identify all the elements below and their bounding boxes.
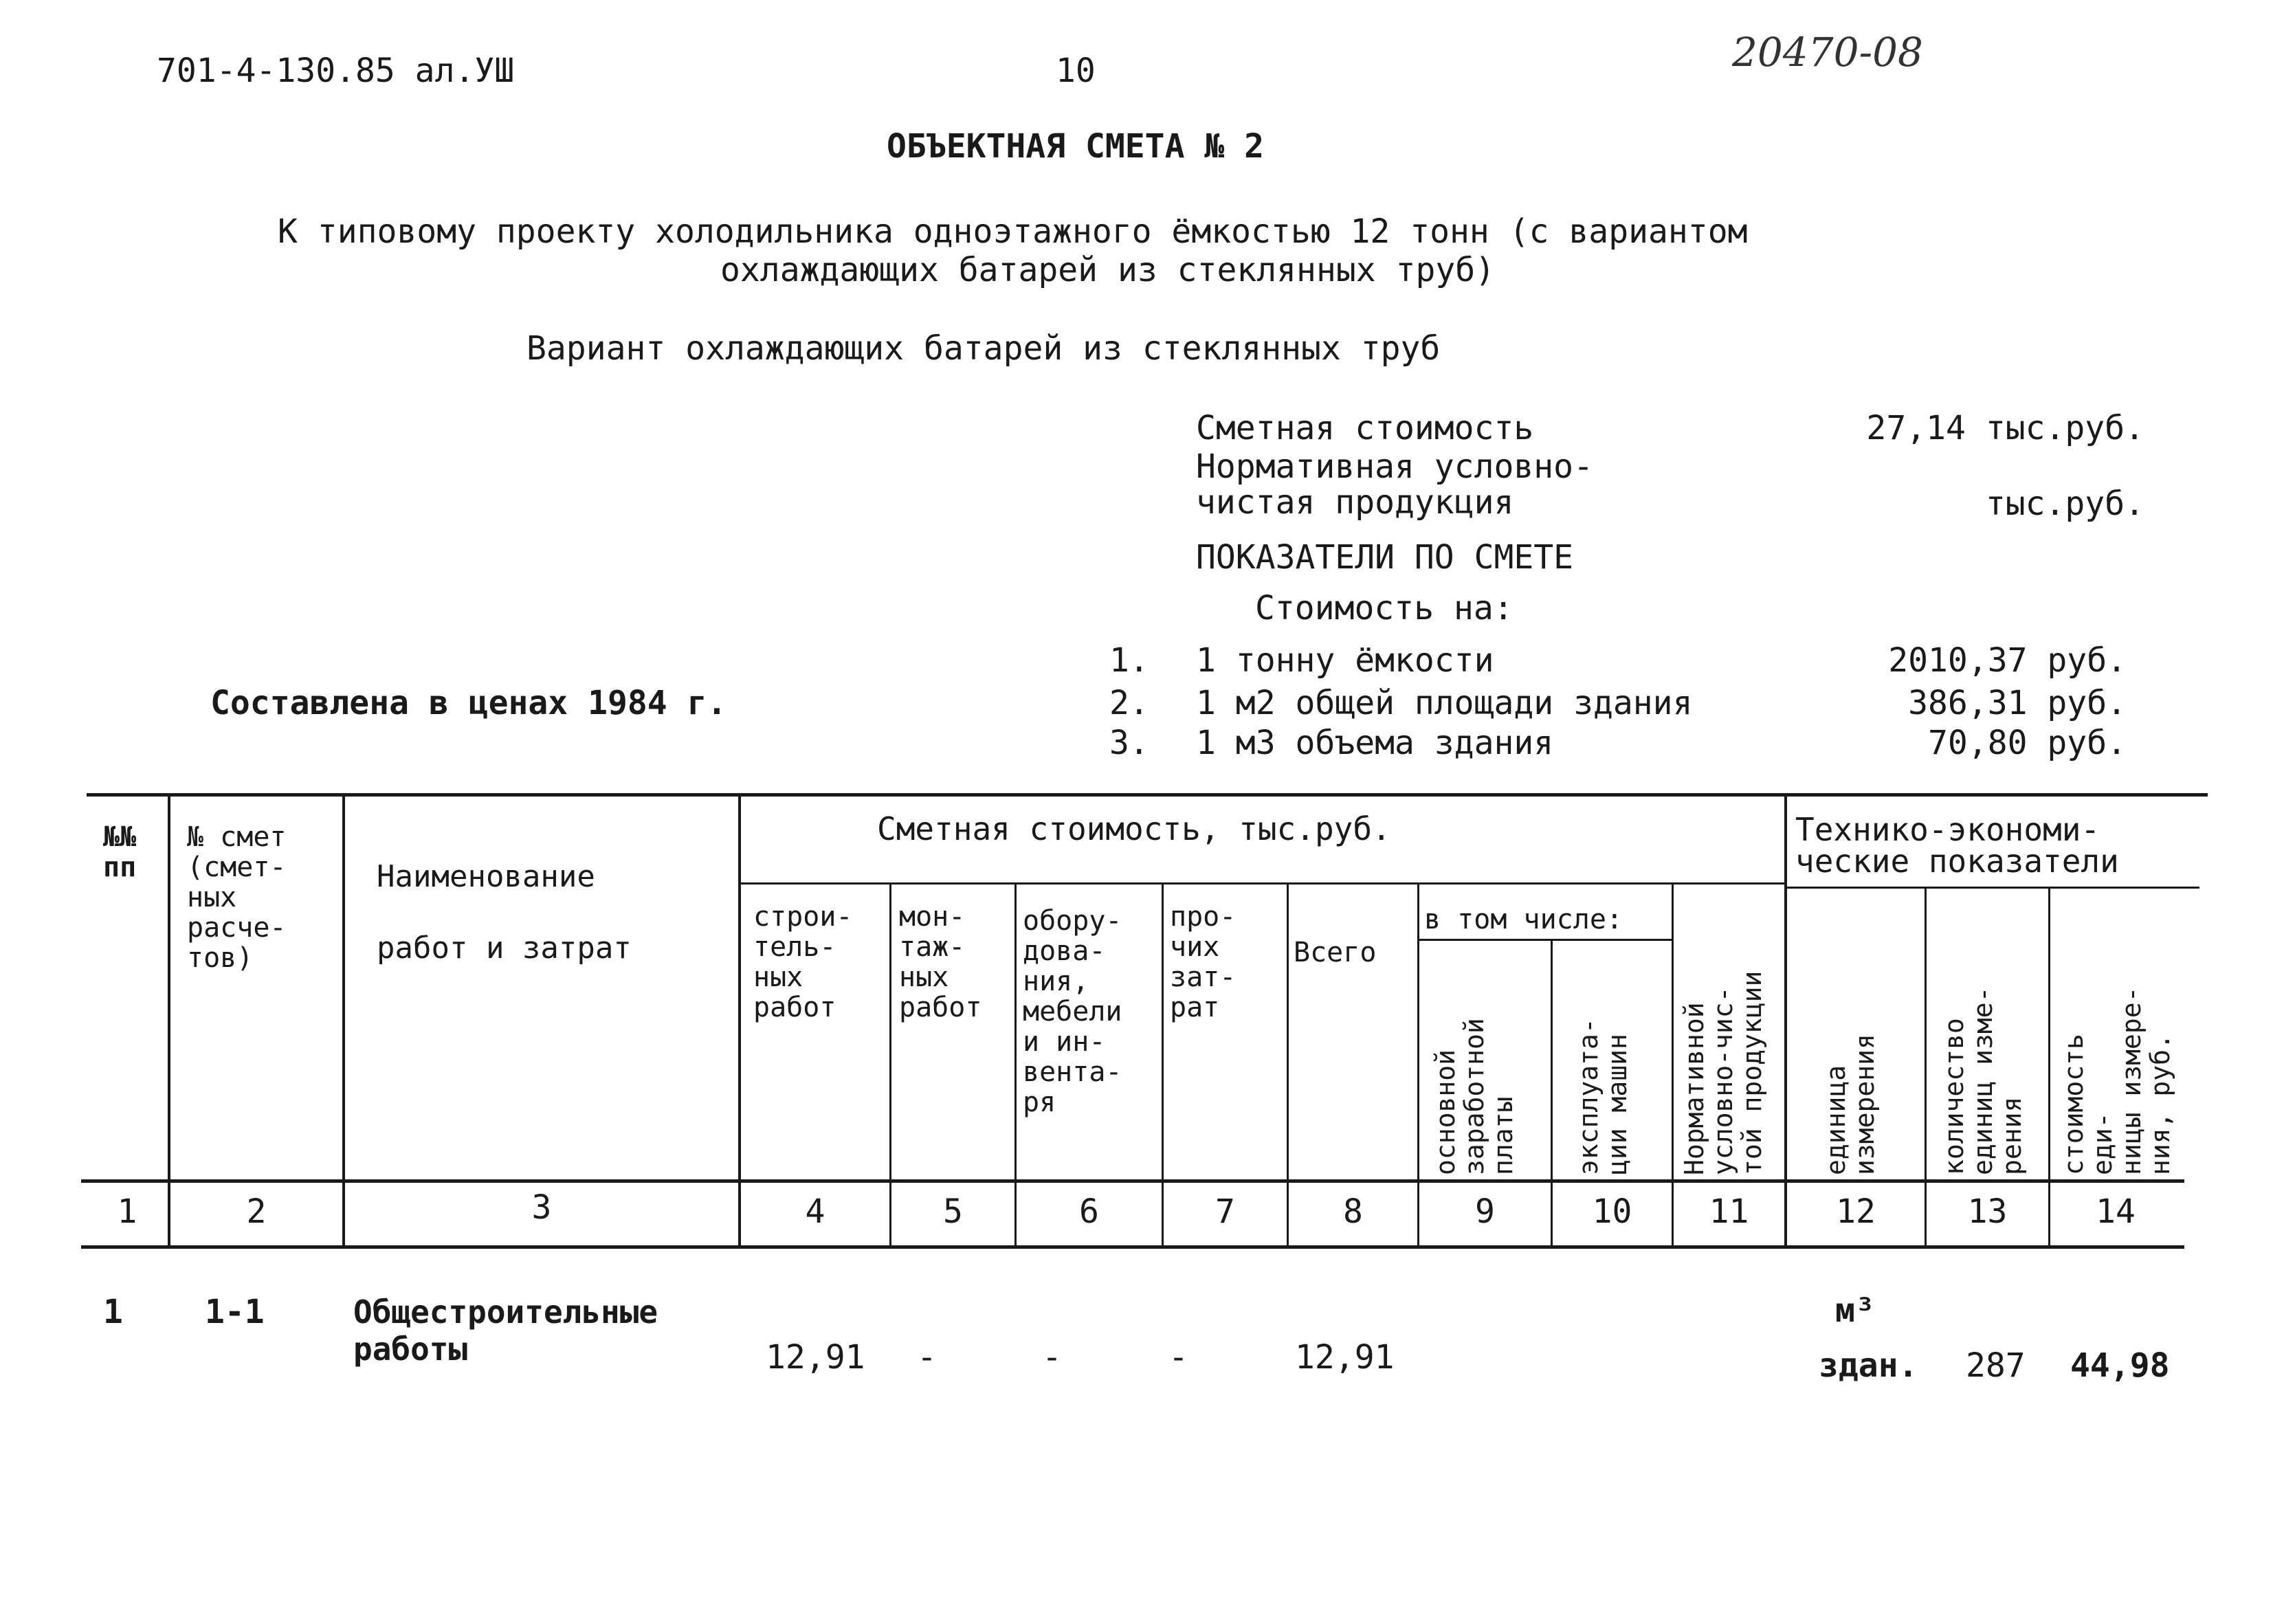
header-unit-cost: стоимость еди- ницы измере- ния, руб. (2059, 986, 2175, 1175)
handwritten-number: 20470-08 (1732, 29, 1923, 76)
indicator-3-value: 70,80 руб. (1928, 724, 2127, 762)
col-divider-5 (1014, 882, 1017, 1247)
col-divider-6 (1162, 882, 1164, 1247)
estimated-cost-value: 27,14 тыс.руб. (1866, 409, 2144, 447)
header-including-group: в том числе: (1424, 904, 1623, 935)
tech-subheader-line (1787, 887, 2199, 889)
header-unit: единица измерения (1821, 1034, 1880, 1175)
header-row-number: №№ пп (103, 821, 137, 883)
header-total: Всего (1294, 937, 1377, 968)
col-number-10: 10 (1592, 1192, 1632, 1231)
col-number-3: 3 (531, 1188, 552, 1227)
col-divider-11 (1784, 793, 1787, 1247)
col-number-7: 7 (1215, 1192, 1235, 1231)
col-number-11: 11 (1709, 1192, 1749, 1231)
row-construction-cost: 12,91 (766, 1338, 865, 1377)
normative-value: тыс.руб. (1985, 485, 2144, 523)
cost-on-label: Стоимость на: (1255, 589, 1514, 627)
col-divider-8 (1417, 882, 1419, 1247)
indicator-2-number: 2. (1109, 684, 1149, 722)
indicators-title: ПОКАЗАТЕЛИ ПО СМЕТЕ (1196, 538, 1574, 577)
estimated-cost-label: Сметная стоимость (1196, 409, 1534, 447)
col-divider-3 (738, 793, 741, 1247)
cost-subheader-line (740, 882, 1787, 885)
row-unit-line-2: здан. (1819, 1346, 1918, 1385)
indicator-1-value: 2010,37 руб. (1888, 641, 2127, 680)
col-number-5: 5 (943, 1192, 963, 1231)
subtitle-line-2: охлаждающих батарей из стеклянных труб) (720, 251, 1496, 289)
prices-note: Составлена в ценах 1984 г. (210, 684, 727, 722)
row-work-name: Общестроительные работы (353, 1293, 658, 1368)
indicator-3-number: 3. (1109, 724, 1149, 762)
indicator-2-label: 1 м2 общей площади здания (1196, 684, 1693, 722)
header-cost-group: Сметная стоимость, тыс.руб. (877, 810, 1391, 847)
col-number-9: 9 (1475, 1192, 1495, 1231)
col-number-2: 2 (246, 1192, 267, 1231)
header-other: про- чих зат- рат (1170, 901, 1237, 1023)
normative-label-1: Нормативная условно- (1196, 447, 1593, 486)
header-normative-product: Нормативной условно-чис- той продукции (1679, 970, 1767, 1175)
row-estimate-number: 1-1 (205, 1293, 265, 1331)
col-number-1: 1 (117, 1192, 137, 1231)
indicator-1-label: 1 тонну ёмкости (1196, 641, 1494, 680)
row-other-cost: - (1168, 1338, 1188, 1377)
indicator-3-label: 1 м3 объема здания (1196, 724, 1554, 762)
header-estimate-number: № смет (смет- ных расче- тов) (187, 821, 287, 974)
document-code: 701-4-130.85 ал.УШ (157, 52, 515, 90)
header-bottom-border (81, 1179, 2184, 1183)
indicator-2-value: 386,31 руб. (1908, 684, 2127, 722)
page-title: ОБЪЕКТНАЯ СМЕТА № 2 (887, 127, 1265, 166)
header-construction: строи- тель- ных работ (753, 901, 853, 1023)
row-unit-cost: 44,98 (2070, 1346, 2170, 1385)
col-number-6: 6 (1079, 1192, 1099, 1231)
col-number-8: 8 (1343, 1192, 1363, 1231)
row-equipment-cost: - (1042, 1338, 1062, 1377)
table-top-border (87, 793, 2208, 797)
header-base-wages: основной заработной платы (1430, 1018, 1518, 1175)
col-divider-2 (342, 793, 345, 1247)
col-number-4: 4 (805, 1192, 825, 1231)
col-divider-4 (889, 882, 891, 1247)
header-machine-operation: эксплуата- ции машин (1573, 1018, 1632, 1175)
col-divider-1 (168, 793, 170, 1247)
page-number: 10 (1056, 52, 1096, 90)
row-total-cost: 12,91 (1295, 1338, 1395, 1377)
row-quantity: 287 (1966, 1346, 2026, 1385)
incl-subheader-line (1419, 939, 1673, 941)
indicator-1-number: 1. (1109, 641, 1149, 680)
number-row-bottom-border (81, 1245, 2184, 1249)
row-number: 1 (103, 1293, 123, 1331)
col-number-14: 14 (2096, 1192, 2136, 1231)
header-work-name: Наименование работ и затрат (377, 859, 632, 966)
col-divider-7 (1287, 882, 1289, 1247)
col-number-12: 12 (1836, 1192, 1876, 1231)
row-unit-line-1: м³ (1835, 1291, 1875, 1330)
row-installation-cost: - (917, 1338, 937, 1377)
header-installation: мон- таж- ных работ (899, 901, 982, 1023)
header-equipment: обору- дова- ния, мебели и ин- вента- ря (1023, 905, 1122, 1118)
col-divider-10 (1672, 882, 1674, 1247)
normative-label-2: чистая продукция (1196, 483, 1514, 522)
header-quantity: количество единиц изме- рения (1939, 986, 2027, 1175)
variant-line: Вариант охлаждающих батарей из стеклянных труб (526, 329, 1441, 368)
subtitle-line-1: К типовому проекту холодильника одноэтажного ёмкостью 12 тонн (с вариантом (278, 212, 1748, 251)
header-tech-group: Технико-экономи- ческие показатели (1795, 811, 2119, 880)
col-number-13: 13 (1967, 1192, 2008, 1231)
